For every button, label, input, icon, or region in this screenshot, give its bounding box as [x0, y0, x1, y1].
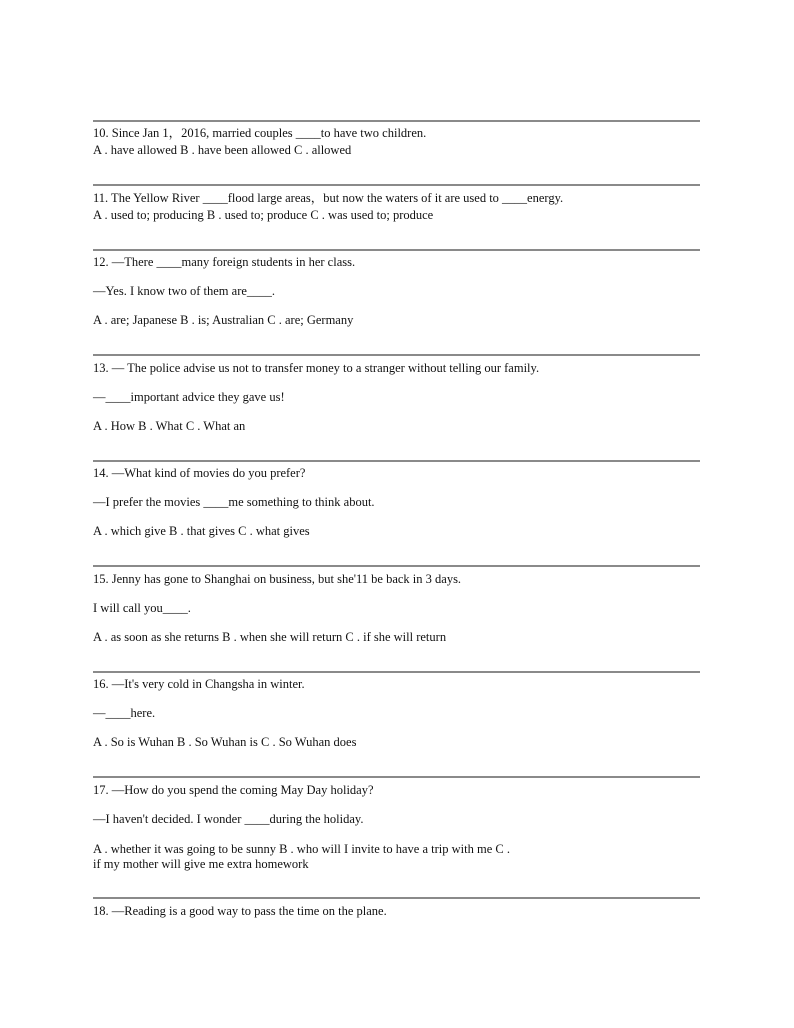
divider: [93, 776, 700, 778]
question-17-options-cont: if my mother will give me extra homework: [93, 857, 309, 871]
question-16-reply: —____here.: [93, 706, 156, 720]
question-13-options: A . How B . What C . What an: [93, 419, 246, 433]
question-17-stem: 17. —How do you spend the coming May Day holiday?: [93, 783, 374, 797]
question-11-options: A . used to; producing B . used to; produce C . was used to; produce: [93, 208, 434, 222]
question-14-stem: 14. —What kind of movies do you prefer?: [93, 466, 306, 480]
question-18-stem: 18. —Reading is a good way to pass the time on the plane.: [93, 904, 387, 918]
divider: [93, 354, 700, 356]
question-14-options: A . which give B . that gives C . what gives: [93, 524, 310, 538]
question-11-stem: 11. The Yellow River ____flood large areas，but now the waters of it are used to ____energy.: [93, 191, 564, 205]
question-10-options: A . have allowed B . have been allowed C . allowed: [93, 143, 352, 157]
question-16-options: A . So is Wuhan B . So Wuhan is C . So Wuhan does: [93, 735, 357, 749]
divider: [93, 897, 700, 899]
divider: [93, 671, 700, 673]
question-17-reply: —I haven't decided. I wonder ____during the holiday.: [93, 812, 364, 826]
question-16-stem: 16. —It's very cold in Changsha in winter.: [93, 677, 305, 691]
question-17-options: A . whether it was going to be sunny B . who will I invite to have a trip with me C .: [93, 842, 510, 856]
divider: [93, 120, 700, 122]
question-13-reply: —____important advice they gave us!: [93, 390, 285, 404]
question-12-reply: —Yes. I know two of them are____.: [93, 284, 276, 298]
divider: [93, 565, 700, 567]
question-10-stem: 10. Since Jan 1，2016, married couples ____to have two children.: [93, 126, 427, 140]
question-14-reply: —I prefer the movies ____me something to think about.: [93, 495, 375, 509]
question-12-options: A . are; Japanese B . is; Australian C . are; Germany: [93, 313, 354, 327]
divider: [93, 184, 700, 186]
question-13-stem: 13. — The police advise us not to transfer money to a stranger without telling our family.: [93, 361, 540, 375]
divider: [93, 460, 700, 462]
question-15-continuation: I will call you____.: [93, 601, 191, 615]
question-12-stem: 12. —There ____many foreign students in her class.: [93, 255, 356, 269]
question-15-options: A . as soon as she returns B . when she will return C . if she will return: [93, 630, 447, 644]
question-15-stem: 15. Jenny has gone to Shanghai on business, but she'11 be back in 3 days.: [93, 572, 462, 586]
divider: [93, 249, 700, 251]
